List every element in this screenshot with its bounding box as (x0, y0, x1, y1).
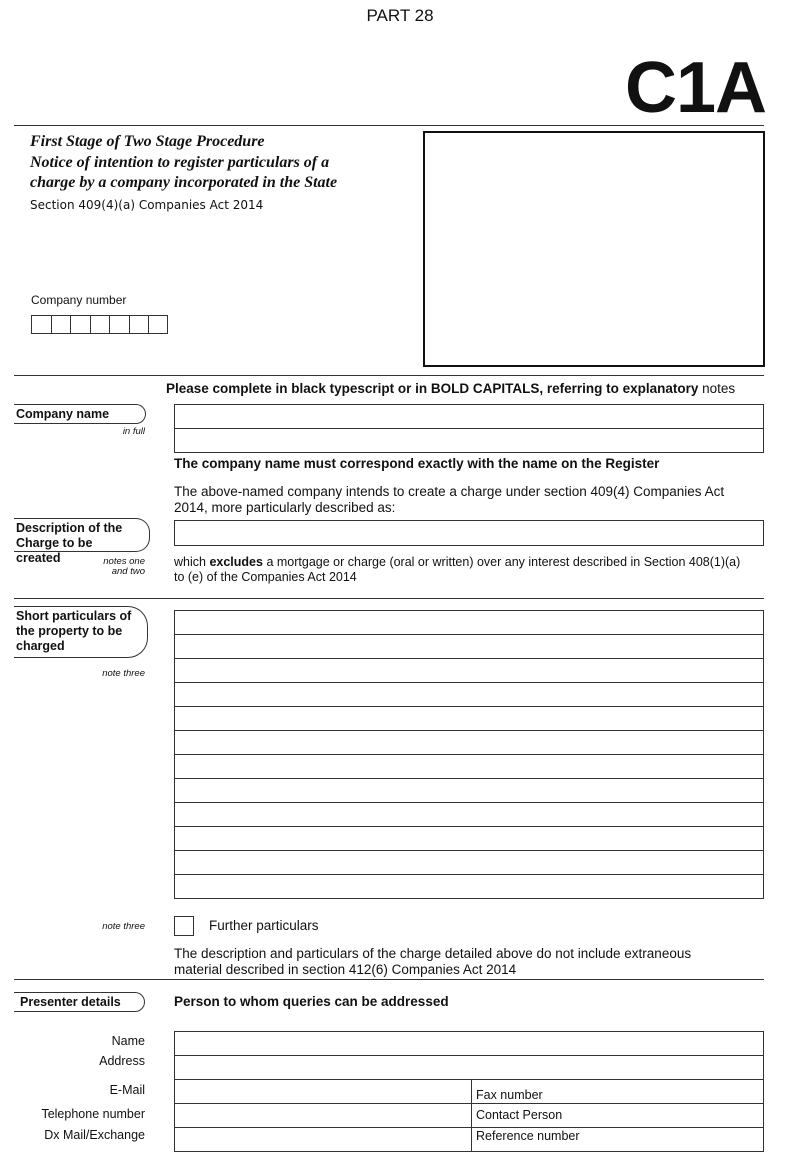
property-field-row[interactable] (174, 754, 764, 779)
company-number-digit[interactable] (90, 315, 110, 334)
property-field-row[interactable] (174, 610, 764, 635)
property-field-row[interactable] (174, 874, 764, 899)
company-name-label: Company name (16, 407, 110, 421)
property-note: note three (102, 668, 145, 679)
presenter-dx-field[interactable] (174, 1127, 472, 1152)
section-divider (14, 979, 764, 980)
company-number-digit[interactable] (51, 315, 71, 334)
property-field-row[interactable] (174, 634, 764, 659)
section-divider (14, 375, 764, 376)
presenter-reference-label: Reference number (476, 1129, 580, 1143)
charge-label-line-1: Description of the (16, 521, 123, 535)
charge-note-line-2: and two (111, 566, 145, 577)
intro-line-3: charge by a company incorporated in the State (30, 174, 338, 191)
property-label-line-3: charged (16, 639, 65, 653)
charge-note-line-1: notes one (103, 556, 145, 567)
company-number-digit[interactable] (31, 315, 51, 334)
company-number-input[interactable] (31, 315, 168, 334)
further-particulars-checkbox[interactable] (174, 916, 194, 936)
presenter-email-field[interactable] (174, 1079, 472, 1104)
charge-intention-line-1: The above-named company intends to create a charge under section 409(4) Companies Act (174, 484, 725, 499)
presenter-name-field[interactable] (174, 1031, 764, 1056)
office-stamp-box (423, 131, 765, 367)
further-particulars-label: Further particulars (209, 918, 319, 933)
presenter-address-field[interactable] (174, 1055, 764, 1080)
further-desc-line-2: material described in section 412(6) Companies Act 2014 (174, 962, 517, 977)
form-intro (30, 132, 337, 215)
presenter-label: Presenter details (20, 995, 121, 1009)
intro-line-1: First Stage of Two Stage Procedure (30, 133, 265, 150)
property-field-row[interactable] (174, 826, 764, 851)
company-name-field-1[interactable] (174, 404, 764, 429)
company-number-digit[interactable] (129, 315, 149, 334)
further-desc-line-1: The description and particulars of the charge detailed above do not include extraneous (174, 946, 692, 961)
instructions-notes: notes (702, 381, 736, 396)
company-number-digit[interactable] (70, 315, 90, 334)
form-code: C1A (624, 48, 766, 128)
presenter-dx-label: Dx Mail/Exchange (44, 1128, 145, 1142)
property-field-row[interactable] (174, 802, 764, 827)
charge-intention-line-2: 2014, more particularly described as: (174, 500, 396, 515)
property-tab (14, 606, 148, 658)
intro-line-2: Notice of intention to register particulars of a (30, 153, 330, 171)
presenter-name-label: Name (111, 1034, 145, 1048)
company-name-field-2[interactable] (174, 428, 764, 453)
presenter-email-label: E-Mail (109, 1083, 145, 1097)
presenter-telephone-field[interactable] (174, 1103, 472, 1128)
property-field-row[interactable] (174, 658, 764, 683)
presenter-fax-label: Fax number (476, 1088, 543, 1102)
exclusion-line-2: to (e) of the Companies Act 2014 (174, 570, 357, 584)
charge-exclusion-text (174, 555, 740, 585)
further-note: note three (102, 921, 145, 932)
presenter-heading: Person to whom queries can be addressed (174, 994, 449, 1009)
charge-intention-text (174, 484, 724, 516)
page-part-label: PART 28 (366, 6, 434, 25)
presenter-address-label: Address (99, 1054, 145, 1068)
property-field-row[interactable] (174, 778, 764, 803)
property-label-line-2: the property to be (16, 624, 123, 638)
presenter-tab (14, 992, 145, 1012)
exclusion-bold: excludes (209, 555, 263, 569)
company-name-note: in full (122, 426, 145, 437)
company-name-requirement: The company name must correspond exactly with the name on the Register (174, 456, 660, 471)
intro-section-ref: Section 409(4)(a) Companies Act 2014 (30, 197, 264, 212)
property-field-row[interactable] (174, 730, 764, 755)
company-number-digit[interactable] (148, 315, 168, 334)
charge-label-line-2: Charge to be created (16, 536, 93, 565)
property-label-line-1: Short particulars of (16, 609, 132, 623)
property-field-row[interactable] (174, 706, 764, 731)
presenter-contact-label: Contact Person (476, 1108, 563, 1122)
exclusion-which: which (174, 555, 206, 569)
further-description (174, 946, 691, 978)
charge-description-field[interactable] (174, 520, 764, 546)
property-field-row[interactable] (174, 850, 764, 875)
charge-note (103, 557, 145, 577)
company-number-digit[interactable] (109, 315, 129, 334)
property-field-row[interactable] (174, 682, 764, 707)
company-number-label: Company number (31, 293, 127, 307)
presenter-telephone-label: Telephone number (41, 1107, 145, 1121)
instructions-bold: Please complete in black typescript or in BOLD CAPITALS, referring to explanatory (166, 381, 699, 396)
instructions (166, 381, 735, 396)
company-name-tab (14, 404, 146, 424)
exclusion-line-1: a mortgage or charge (oral or written) over any interest described in Section 408(1)(a) (266, 555, 741, 569)
top-divider (14, 125, 764, 126)
section-divider (14, 598, 764, 599)
